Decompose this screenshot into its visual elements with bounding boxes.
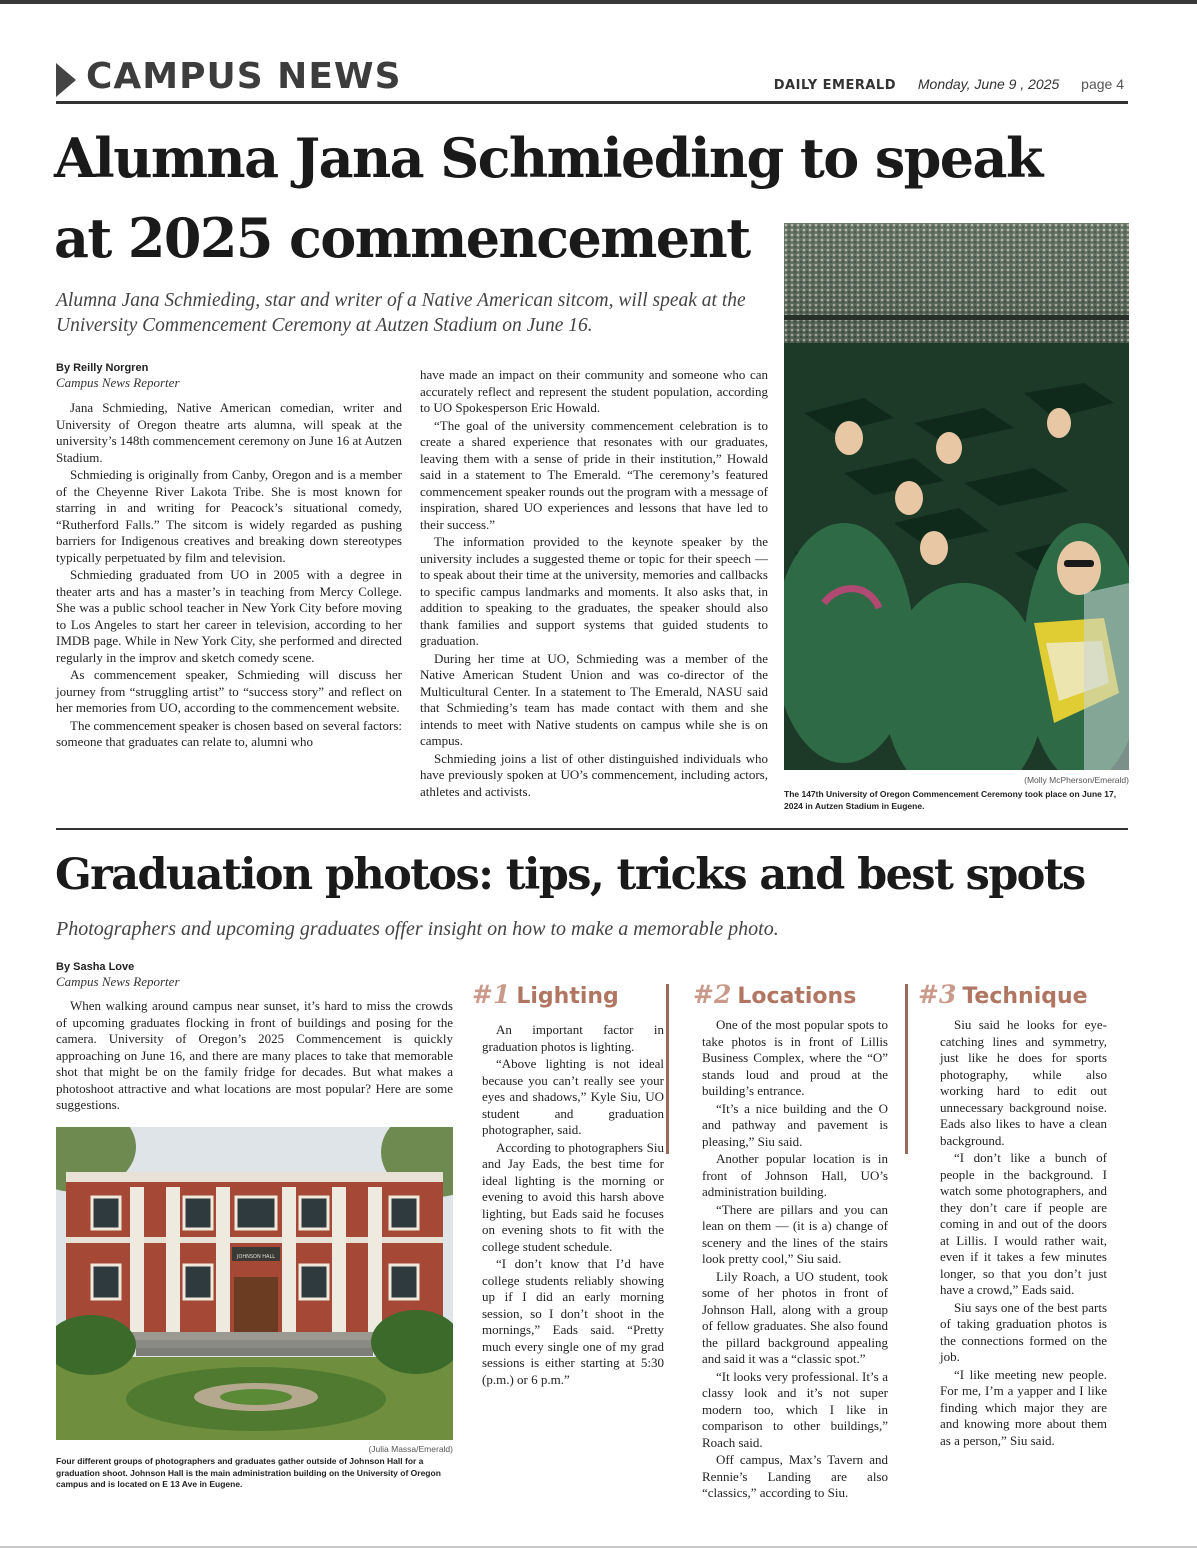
story1-byline: By Reilly Norgren (56, 362, 149, 374)
story1-role: Campus News Reporter (56, 375, 180, 390)
building-sign: JOHNSON HALL (236, 1254, 276, 1260)
johnson-hall-illustration (56, 1127, 453, 1440)
tip-3-heading (918, 980, 1088, 1009)
column-divider (905, 984, 908, 1154)
story1-photo-credit: (Molly McPherson/Emerald) (1024, 775, 1129, 785)
paragraph-continued: have made an impact on their community and someone who can accurately reflect and represent the student population, according to UO Spokesperson Eric Howald. (420, 367, 768, 415)
paragraph: An important factor in graduation photos is lighting. (482, 1022, 664, 1054)
paragraph: “Above lighting is not ideal because you can’t really see your eyes and shadows,” Kyle Siu, UO student and graduation photographer, said. (482, 1056, 664, 1137)
story2-photo-caption: Four different groups of photographers and graduates gather outside of Johnson Hall for a graduation shoot. Johnson Hall is the main administration building on the University of Oregon campus and is located on E 13 Ave in Eugene. (56, 1456, 441, 1489)
paragraph: The commencement speaker is chosen based on several factors: someone that graduates can relate to, alumni who (56, 717, 402, 749)
paragraph: Siu says one of the best parts of taking graduation photos is the connections formed on the job. (940, 1299, 1107, 1364)
tip-3-number: #3 (918, 980, 957, 1009)
paragraph: One of the most popular spots to take photos is in front of Lillis Business Complex, where the “O” stands loud and proud at the building’s entrance. (702, 1017, 888, 1098)
paragraph: According to photographers Siu and Jay Eads, the best time for ideal lighting is the morning or evening to avoid this harsh above lighting, but Eads said he focuses on evening shots to fit with the college student schedule. (482, 1139, 664, 1254)
story1-deck: Alumna Jana Schmieding, star and writer of a Native American sitcom, will speak at the University Commencement Ceremony at Autzen Stadium on June 16. (56, 290, 746, 336)
paragraph: Another popular location is in front of Johnson Hall, UO’s administration building. (702, 1151, 888, 1199)
paragraph: “The goal of the university commencement celebration is to create a shared experience that resonates with our graduates, leaving them with a sense of pride in their institution,” Howald said in a statement to The Emerald. “The ceremony’s featured commencement speaker rounds out the program with a message of inspiration, shared UO experiences and lessons that have led to their success.” (420, 417, 768, 532)
paragraph: “It looks very professional. It’s a classy look and it’s not super modern too, which I like in comparison to other buildings,” Roach said. (702, 1368, 888, 1450)
paragraph: As commencement speaker, Schmieding will discuss her journey from “struggling artist” to “success story” and reflect on her memories from UO, according to the commencement website. (56, 667, 402, 715)
tip-2-title: Locations (737, 984, 857, 1009)
top-border (0, 0, 1197, 4)
paragraph: When walking around campus near sunset, it’s hard to miss the crowds of upcoming graduates flocking in front of buildings and posing for the camera. University of Oregon’s 2025 Commencement is quickly approaching on June 16, and there are many places to take that memorable shot that might be on the family fridge for decades. But what makes a photoshoot attractive and what locations are most popular? Here are some suggestions. (56, 998, 453, 1112)
story1-photo-caption: The 147th University of Oregon Commencement Ceremony took place on June 17, 2024 in Autzen Stadium in Eugene. (784, 789, 1117, 811)
paragraph: Off campus, Max’s Tavern and Rennie’s Landing are also “classics,” according to Siu. (702, 1452, 888, 1500)
publication-name: DAILY EMERALD (773, 78, 896, 93)
tip-3-column (940, 1017, 1107, 1450)
story2-headline: Graduation photos: tips, tricks and best spots (55, 850, 1085, 900)
paragraph: “It’s a nice building and the O and pathway and pavement is pleasing,” Siu said. (702, 1100, 888, 1149)
column-divider (666, 984, 669, 1154)
story2-deck: Photographers and upcoming graduates offer insight on how to make a memorable photo. (56, 918, 779, 940)
tip-2-heading (693, 980, 856, 1009)
paragraph: “I don’t like a bunch of people in the background. I watch some photographers, and they don’t care if people are coming in and out of the doors at Lillis. I would rather wait, even if it takes a few minutes longer, so that you don’t just have a crowd,” Eads said. (940, 1150, 1107, 1297)
story1-headline-line2: at 2025 commencement (54, 206, 750, 270)
tip-2-column (702, 1017, 888, 1503)
story2-byline-block (56, 960, 401, 990)
tip-3-title: Technique (962, 984, 1088, 1009)
paragraph: “I like meeting new people. For me, I’m a yapper and I like finding which major they are and knowing more about them as a person,” Siu said. (940, 1366, 1107, 1448)
story2-byline: By Sasha Love (56, 961, 135, 973)
tip-1-heading (472, 980, 619, 1009)
page-number: page 4 (1081, 76, 1124, 92)
folio (774, 76, 1124, 93)
paragraph: Schmieding is originally from Canby, Oregon and is a member of the Cheyenne River Lakota Tribe. She is most known for starring in and writing for Peacock’s situational comedy, “Rutherford Falls.” The sitcom is widely regarded as pushing barriers for Indigenous creatives and breaking down stereotypes typically perpetuated by film and television. (56, 467, 402, 565)
paragraph: The information provided to the keynote speaker by the university includes a suggested theme or topic for their speech — to speak about their time at the university, memories and callbacks to specific campus landmarks and moments. It also asks that, in addition to speaking to the graduates, the speaker should also thank families and support systems that guided students to graduation. (420, 534, 768, 648)
paragraph: “I don’t know that I’d have college students reliably showing up if I did an early morning session, so I don’t shoot in the mornings,” Eads said. “Pretty much every single one of my grad sessions is either starting at 5:30 (p.m.) or 6 p.m.” (482, 1256, 664, 1387)
johnson-hall-photo (56, 1127, 453, 1440)
section-arrow-icon (56, 63, 76, 97)
paragraph: Siu said he looks for eye-catching lines and symmetry, just like he does for sports photography, while also working hard to edit out unnecessary background noise. Eads also likes to have a clean background. (940, 1017, 1107, 1148)
commencement-photo (784, 223, 1129, 770)
story1-headline-line1: Alumna Jana Schmieding to speak (54, 126, 1042, 190)
tip-1-number: #1 (472, 980, 511, 1009)
story1-byline-block (56, 361, 401, 391)
header-rule (56, 101, 1128, 104)
section-title: CAMPUS NEWS (86, 56, 402, 97)
issue-date: Monday, June 9 , 2025 (917, 76, 1060, 92)
tip-2-number: #2 (693, 980, 732, 1009)
story-divider (56, 828, 1128, 830)
commencement-crowd-illustration (784, 223, 1129, 770)
paragraph: During her time at UO, Schmieding was a member of the Native American Student Union and was co-director of the Multicultural Center. In a statement to The Emerald, NASU said that Schmieding’s team has made contact with them and she intends to meet with Native students on campus while she is on campus. (420, 650, 768, 748)
section-header (56, 58, 1128, 100)
paragraph: Lily Roach, a UO student, took some of her photos in front of Johnson Hall, along with a group of fellow graduates. She also found the pillard background appealing and said it was a “classic spot.” (702, 1268, 888, 1366)
story2-photo-credit: (Julia Massa/Emerald) (368, 1444, 453, 1454)
story1-column-1 (56, 400, 402, 752)
paragraph: “There are pillars and you can lean on them — (it is a) change of scenery and the lines of the stairs look pretty cool,” Siu said. (702, 1201, 888, 1266)
paragraph: Schmieding graduated from UO in 2005 with a degree in theater arts and has a master’s in teaching from Mercy College. She was a public school teacher in New York City before moving to Los Angeles to start her career in television, according to her IMDB page. While in New York City, she performed and directed regularly in the improv and sketch comedy scene. (56, 567, 402, 665)
paragraph: Jana Schmieding, Native American comedian, writer and University of Oregon theatre arts alumna, will speak at the university’s 148th commencement ceremony on June 16 at Autzen Stadium. (56, 400, 402, 465)
tip-1-title: Lighting (516, 984, 619, 1009)
tip-1-column (482, 1022, 664, 1389)
story2-role: Campus News Reporter (56, 974, 180, 989)
paragraph: Schmieding joins a list of other distinguished individuals who have previously spoken at UO’s commencement, including actors, athletes and activists. (420, 750, 768, 799)
story1-column-2 (420, 367, 768, 801)
story2-intro (56, 998, 453, 1115)
